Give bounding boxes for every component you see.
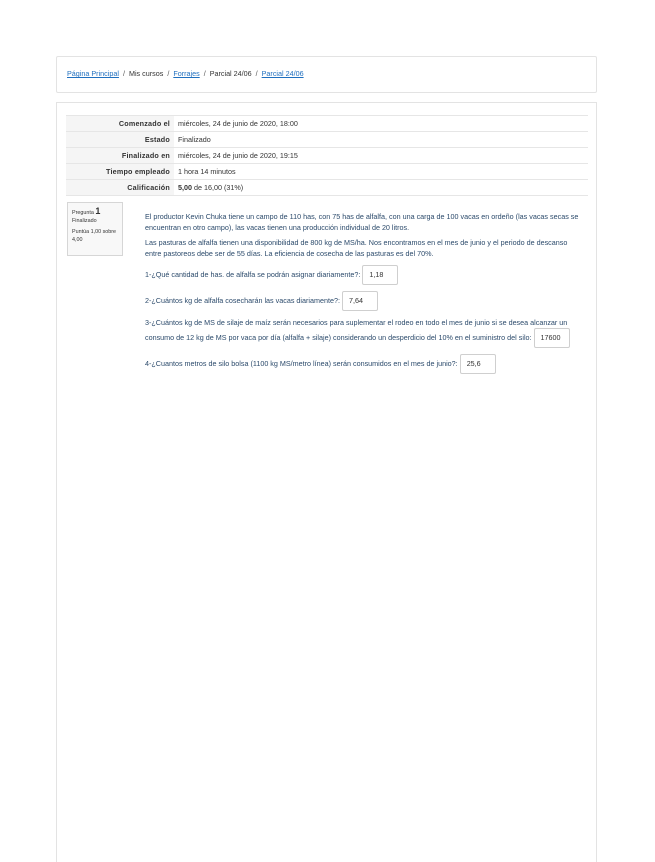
summary-label: Finalizado en xyxy=(66,148,174,164)
breadcrumb-separator: / xyxy=(122,69,125,78)
breadcrumb-quiz: Parcial 24/06 xyxy=(209,69,252,78)
grade-value: 5,00 xyxy=(178,183,192,192)
summary-row xyxy=(66,164,588,180)
breadcrumb-attempt-link[interactable]: Parcial 24/06 xyxy=(261,69,304,78)
subquestion xyxy=(145,265,585,285)
summary-row xyxy=(66,148,588,164)
summary-label: Calificación xyxy=(66,180,174,196)
attempt-summary-table xyxy=(66,115,588,196)
summary-value: miércoles, 24 de junio de 2020, 18:00 xyxy=(174,116,588,132)
summary-label: Tiempo empleado xyxy=(66,164,174,180)
subquestion-text: 3-¿Cuántos kg de MS de silaje de maíz serán necesarios para suplementar el rodeo en todo el mes de junio si se desea alcanzar un consumo de 12 kg de MS por vaca por día (alfalfa + silaje) considerando un desperdicio del 10% en el suministro del silo: xyxy=(145,318,568,342)
subquestion xyxy=(145,354,585,374)
summary-row xyxy=(66,116,588,132)
summary-row xyxy=(66,180,588,196)
question-intro: El productor Kevin Chuka tiene un campo de 110 has, con 75 has de alfalfa, con una carga de 100 vacas en ordeño (las vacas secas se encuentran en otro campo), las vacas tienen una producción individual de 20 litros. xyxy=(145,212,579,232)
breadcrumb-course-link[interactable]: Forrajes xyxy=(173,69,200,78)
breadcrumb-separator: / xyxy=(203,69,206,78)
summary-label: Comenzado el xyxy=(66,116,174,132)
answer-field[interactable]: 1,18 xyxy=(362,265,398,285)
breadcrumb-separator: / xyxy=(167,69,170,78)
summary-value xyxy=(174,180,588,196)
subquestion xyxy=(145,291,585,311)
breadcrumb-separator: / xyxy=(255,69,258,78)
subquestion-text: 2-¿Cuántos kg de alfalfa cosecharán las vacas diariamente?: xyxy=(145,295,340,305)
breadcrumb xyxy=(67,69,304,78)
answer-field[interactable]: 17600 xyxy=(534,328,570,348)
breadcrumb-home-link[interactable]: Página Principal xyxy=(67,69,119,78)
summary-value: 1 hora 14 minutos xyxy=(174,164,588,180)
question-info-box xyxy=(67,202,123,256)
breadcrumb-courses: Mis cursos xyxy=(128,69,164,78)
question-text xyxy=(145,211,585,378)
summary-label: Estado xyxy=(66,132,174,148)
answer-field[interactable]: 7,64 xyxy=(342,291,378,311)
subquestion-text: 1-¿Qué cantidad de has. de alfalfa se podrán asignar diariamente?: xyxy=(145,269,361,279)
question-label: Pregunta xyxy=(72,210,94,216)
question-score: Puntúa 1,00 sobre 4,00 xyxy=(72,229,117,243)
answer-field[interactable]: 25,6 xyxy=(460,354,496,374)
summary-value: miércoles, 24 de junio de 2020, 19:15 xyxy=(174,148,588,164)
grade-total: de 16,00 (31%) xyxy=(194,183,244,192)
summary-value: Finalizado xyxy=(174,132,588,148)
summary-row xyxy=(66,132,588,148)
subquestion-text: 4-¿Cuantos metros de silo bolsa (1100 kg MS/metro línea) serán consumidos en el mes de junio?: xyxy=(145,358,458,368)
question-number: 1 xyxy=(95,206,101,216)
question-state: Finalizado xyxy=(72,218,97,224)
subquestion xyxy=(145,317,585,348)
question-intro: Las pasturas de alfalfa tienen una disponibilidad de 800 kg de MS/ha. Nos encontramos en el mes de junio y el periodo de descanso entre pastoreos debe ser de 55 días. La eficiencia de cosecha de las pasturas es del 70%. xyxy=(145,238,568,258)
breadcrumb-card xyxy=(56,56,597,93)
